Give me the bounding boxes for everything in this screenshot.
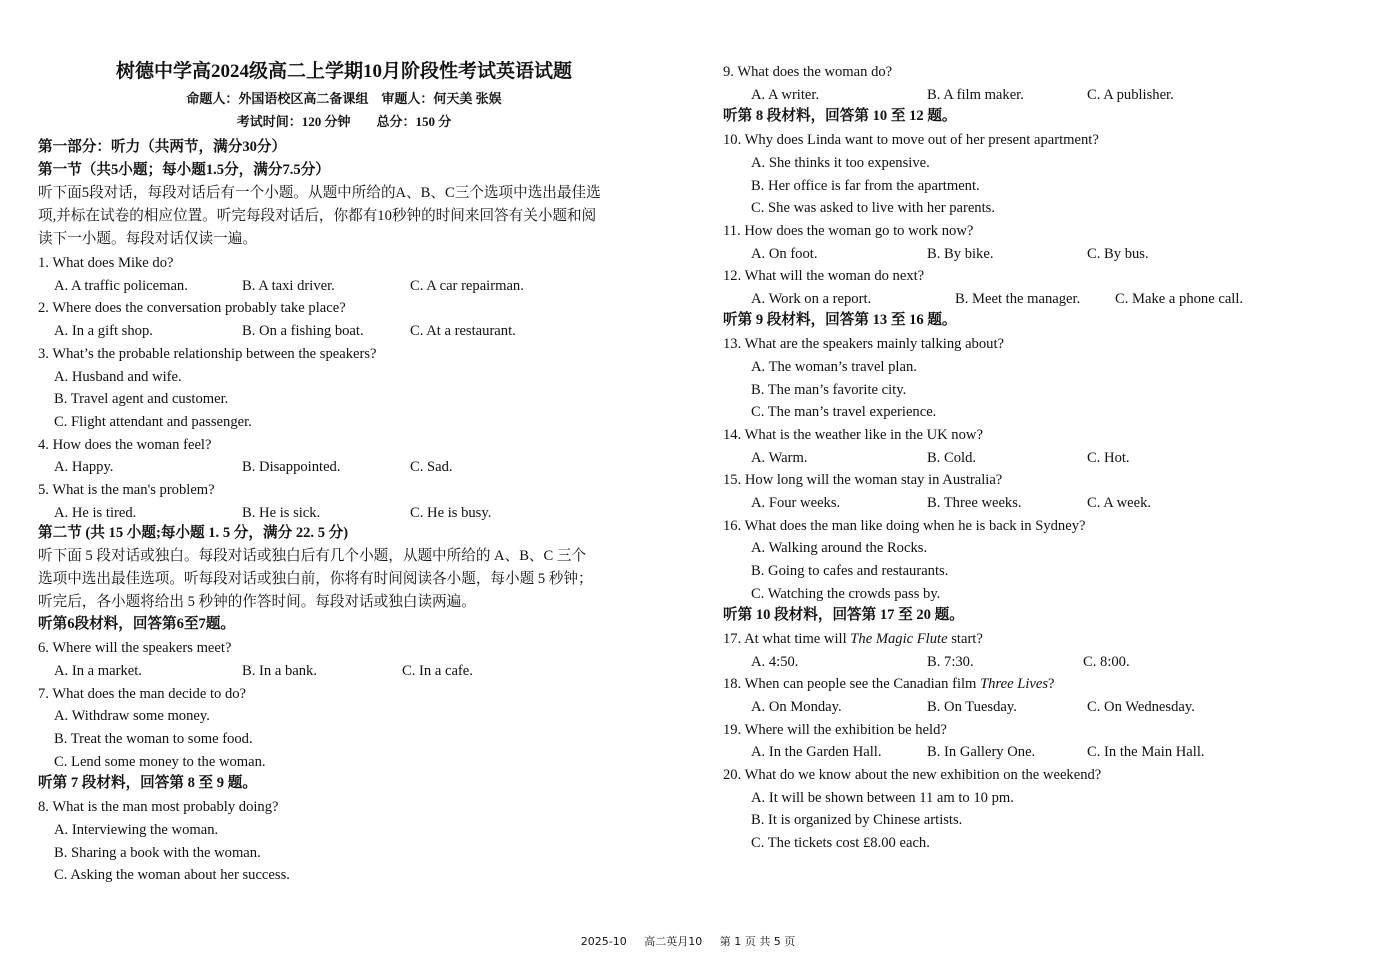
option-c: C. The tickets cost £8.00 each. xyxy=(751,835,930,851)
question-stem: 5. What is the man's problem? xyxy=(38,482,215,498)
option-b: B. In a bank. xyxy=(242,663,317,679)
material-heading: 听第 9 段材料，回答第 13 至 16 题。 xyxy=(723,312,957,328)
option-b: B. Sharing a book with the woman. xyxy=(54,845,261,861)
option-a: A. It will be shown between 11 am to 10 pm. xyxy=(751,790,1014,806)
option-b: B. Meet the manager. xyxy=(955,291,1081,307)
option-a: A. Work on a report. xyxy=(751,291,872,307)
material-heading: 听第6段材料，回答第6至7题。 xyxy=(38,616,236,632)
question-stem: 19. Where will the exhibition be held? xyxy=(723,722,947,738)
question-stem: 16. What does the man like doing when he is back in Sydney? xyxy=(723,518,1086,534)
option-a: A. Four weeks. xyxy=(751,495,841,511)
option-a: A. Withdraw some money. xyxy=(54,708,210,724)
material-heading: 听第 7 段材料，回答第 8 至 9 题。 xyxy=(38,775,257,791)
question-stem: 6. Where will the speakers meet? xyxy=(38,640,232,656)
option-b: B. It is organized by Chinese artists. xyxy=(751,812,963,828)
part1-heading: 第一部分：听力（共两节，满分30分） xyxy=(38,139,287,155)
section1-instructions-line: 听下面5段对话，每段对话后有一个小题。从题中所给的A、B、C三个选项中选出最佳选 xyxy=(38,185,601,201)
option-b: B. Cold. xyxy=(927,450,977,466)
exam-title: 树德中学高2024级高二上学期10月阶段性考试英语试题 xyxy=(115,61,572,82)
stem-text: start? xyxy=(947,631,983,647)
option-a: A. Interviewing the woman. xyxy=(54,822,219,838)
question-stem: 9. What does the woman do? xyxy=(723,64,893,80)
option-a: A. Happy. xyxy=(54,459,114,475)
option-b: B. He is sick. xyxy=(242,505,321,521)
option-a: A. On foot. xyxy=(751,246,818,262)
option-b: B. A taxi driver. xyxy=(242,278,335,294)
question-stem: 7. What does the man decide to do? xyxy=(38,686,247,702)
option-a: A. Warm. xyxy=(751,450,808,466)
exam-info: 考试时间：120 分钟 总分：150 分 xyxy=(236,114,452,129)
option-b: B. Three weeks. xyxy=(927,495,1022,511)
option-a: A. Walking around the Rocks. xyxy=(751,540,928,556)
option-a: A. She thinks it too expensive. xyxy=(751,155,930,171)
option-c: C. A week. xyxy=(1087,495,1152,511)
option-b: B. Going to cafes and restaurants. xyxy=(751,563,949,579)
question-stem: 12. What will the woman do next? xyxy=(723,268,925,284)
question-stem: 15. How long will the woman stay in Australia? xyxy=(723,472,1003,488)
section1-instructions-line: 读下一小题。每段对话仅读一遍。 xyxy=(38,231,257,247)
option-c: C. Watching the crowds pass by. xyxy=(751,586,941,602)
option-a: A. In a gift shop. xyxy=(54,323,153,339)
material-heading: 听第 10 段材料，回答第 17 至 20 题。 xyxy=(723,607,964,623)
material-heading: 听第 8 段材料，回答第 10 至 12 题。 xyxy=(723,108,957,124)
option-b: B. Her office is far from the apartment. xyxy=(751,178,980,194)
option-b: B. On a fishing boat. xyxy=(242,323,364,339)
option-b: B. Disappointed. xyxy=(242,459,341,475)
option-c: C. Flight attendant and passenger. xyxy=(54,414,252,430)
option-c: C. At a restaurant. xyxy=(410,323,516,339)
question-stem: 3. What’s the probable relationship between the speakers? xyxy=(38,346,377,362)
question-stem: 8. What is the man most probably doing? xyxy=(38,799,279,815)
section2-instructions-line: 选项中选出最佳选项。听每段对话或独白前，你将有时间阅读各小题，每小题 5 秒钟； xyxy=(38,571,593,587)
exam-authors: 命题人：外国语校区高二备课组 审题人：何天美 张娱 xyxy=(186,91,502,106)
option-a: A. In a market. xyxy=(54,663,142,679)
option-b: B. 7:30. xyxy=(927,654,974,670)
option-a: A. On Monday. xyxy=(751,699,842,715)
stem-title: The Magic Flute xyxy=(850,631,948,647)
question-stem: 13. What are the speakers mainly talking about? xyxy=(723,336,1004,352)
question-stem: 4. How does the woman feel? xyxy=(38,437,212,453)
question-stem xyxy=(723,630,983,648)
stem-title: Three Lives xyxy=(980,676,1049,692)
question-stem: 2. Where does the conversation probably take place? xyxy=(38,300,346,316)
option-a: A. The woman’s travel plan. xyxy=(751,359,917,375)
stem-text: 17. At what time will xyxy=(723,631,851,647)
option-a: A. A traffic policeman. xyxy=(54,278,188,294)
option-a: A. A writer. xyxy=(751,87,820,103)
option-a: A. 4:50. xyxy=(751,654,799,670)
option-c: C. A publisher. xyxy=(1087,87,1174,103)
option-b: B. The man’s favorite city. xyxy=(751,382,907,398)
question-stem: 20. What do we know about the new exhibition on the weekend? xyxy=(723,767,1102,783)
option-c: C. 8:00. xyxy=(1083,654,1130,670)
stem-text: 18. When can people see the Canadian film xyxy=(723,676,981,692)
option-c: C. In a cafe. xyxy=(402,663,473,679)
option-b: B. Treat the woman to some food. xyxy=(54,731,253,747)
question-stem: 10. Why does Linda want to move out of her present apartment? xyxy=(723,132,1099,148)
section1-instructions-line: 项,并标在试卷的相应位置。听完每段对话后，你都有10秒钟的时间来回答有关小题和阅 xyxy=(38,208,597,224)
section2-instructions-line: 听下面 5 段对话或独白。每段对话或独白后有几个小题，从题中所给的 A、B、C 三个 xyxy=(38,548,587,564)
option-c: C. A car repairman. xyxy=(410,278,524,294)
option-b: B. A film maker. xyxy=(927,87,1024,103)
option-a: A. Husband and wife. xyxy=(54,369,182,385)
question-stem: 11. How does the woman go to work now? xyxy=(723,223,974,239)
option-b: B. By bike. xyxy=(927,246,994,262)
option-c: C. She was asked to live with her parents. xyxy=(751,200,995,216)
stem-text: ? xyxy=(1048,676,1055,692)
footer-course: 高二英月10 xyxy=(644,935,703,948)
option-c: C. By bus. xyxy=(1087,246,1149,262)
option-c: C. Sad. xyxy=(410,459,453,475)
question-stem: 1. What does Mike do? xyxy=(38,255,174,271)
option-c: C. In the Main Hall. xyxy=(1087,744,1205,760)
footer-date: 2025-10 xyxy=(580,935,627,948)
page-number: 第 1 页 共 5 页 xyxy=(719,935,796,948)
question-stem: 14. What is the weather like in the UK now? xyxy=(723,427,983,443)
option-c: C. He is busy. xyxy=(410,505,492,521)
option-b: B. On Tuesday. xyxy=(927,699,1017,715)
option-c: C. On Wednesday. xyxy=(1087,699,1195,715)
section1-heading: 第一节（共5小题；每小题1.5分，满分7.5分） xyxy=(38,162,330,178)
option-c: C. Hot. xyxy=(1087,450,1130,466)
section2-heading: 第二节 (共 15 小题;每小题 1. 5 分，满分 22. 5 分) xyxy=(38,525,349,541)
page-footer xyxy=(0,933,1376,949)
option-c: C. Asking the woman about her success. xyxy=(54,867,290,883)
option-c: C. The man’s travel experience. xyxy=(751,404,937,420)
option-c: C. Lend some money to the woman. xyxy=(54,754,266,770)
option-a: A. He is tired. xyxy=(54,505,137,521)
section2-instructions-line: 听完后，各小题将给出 5 秒钟的作答时间。每段对话或独白读两遍。 xyxy=(38,594,476,610)
question-stem xyxy=(723,675,1055,693)
option-a: A. In the Garden Hall. xyxy=(751,744,882,760)
option-c: C. Make a phone call. xyxy=(1115,291,1244,307)
option-b: B. In Gallery One. xyxy=(927,744,1036,760)
option-b: B. Travel agent and customer. xyxy=(54,391,229,407)
